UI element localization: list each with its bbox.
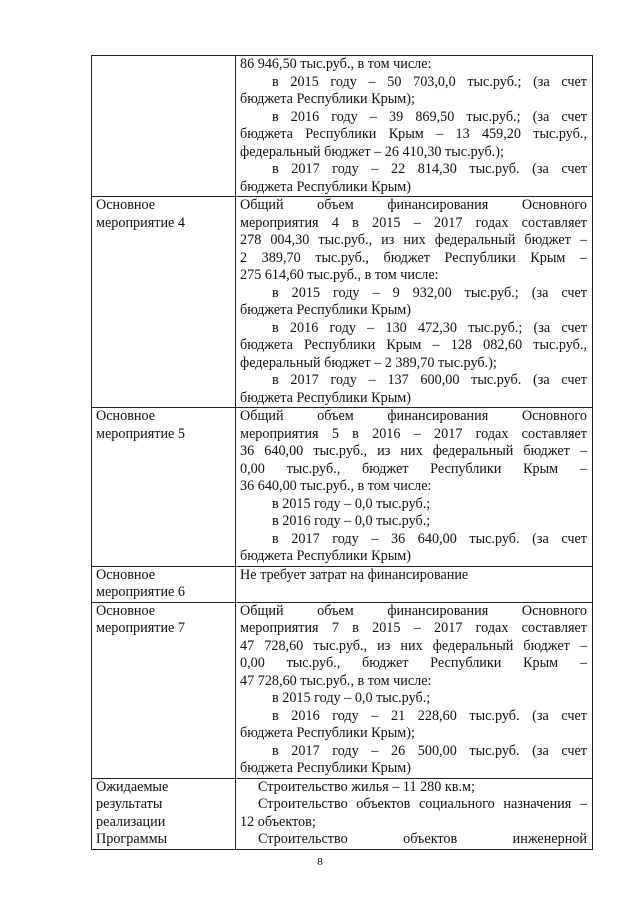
content-line: бюджета Республики Крым – 128 082,60 тыс.руб., <box>240 337 587 353</box>
content-line: бюджета Республики Крым) <box>240 548 411 564</box>
row-label-cell <box>92 602 236 778</box>
content-line: в 2017 году – 137 600,00 тыс.руб. (за счет <box>272 372 587 388</box>
content-line: Общий объем финансирования Основного <box>240 602 587 619</box>
row-content-cell <box>236 602 593 778</box>
table-row <box>92 56 593 197</box>
content-line: мероприятия 4 в 2015 – 2017 годах составляет <box>240 214 587 231</box>
content-line: в 2015 году – 9 932,00 тыс.руб.; (за счет <box>272 284 587 301</box>
content-line: федеральный бюджет – 2 389,70 тыс.руб.); <box>240 354 497 371</box>
content-line: в 2015 году – 0,0 тыс.руб.; <box>272 690 431 706</box>
row-content-cell <box>236 56 593 197</box>
table-row <box>92 778 593 849</box>
table-row <box>92 197 593 408</box>
content-line: в 2015 году – 0,0 тыс.руб.; <box>272 495 431 512</box>
content-line: бюджета Республики Крым – 13 459,20 тыс.руб., <box>240 126 587 142</box>
row-content-cell <box>236 197 593 408</box>
content-line: Общий объем финансирования Основного <box>240 408 587 424</box>
content-line: бюджета Республики Крым); <box>240 91 415 107</box>
content-line: Общий объем финансирования Основного <box>240 197 587 213</box>
content-line: 12 объектов; <box>240 813 316 830</box>
content-line: 36 640,00 тыс.руб., в том числе: <box>240 478 432 494</box>
content-line: 278 004,30 тыс.руб., из них федеральный бюджет – <box>240 232 587 248</box>
content-line: 36 640,00 тыс.руб., из них федеральный бюджет – <box>240 443 587 459</box>
content-line: бюджета Республики Крым); <box>240 725 415 741</box>
content-line: в 2016 году – 39 869,50 тыс.руб.; (за счет <box>272 108 587 125</box>
content-line: 47 728,60 тыс.руб., из них федеральный бюджет – <box>240 637 587 654</box>
table-row <box>92 566 593 602</box>
content-line: 47 728,60 тыс.руб., в том числе: <box>240 672 432 689</box>
row-label-cell <box>92 566 236 602</box>
content-line: мероприятия 5 в 2016 – 2017 годах составляет <box>240 425 587 442</box>
row-label: Ожидаемые результаты реализации Программы <box>96 778 169 847</box>
content-line: в 2015 году – 50 703,0,0 тыс.руб.; (за счет <box>272 73 587 90</box>
table-row <box>92 408 593 567</box>
content-line: Строительство объектов инженерной <box>258 831 587 847</box>
content-line: Строительство объектов социального назначения – <box>258 796 587 812</box>
content-line: 86 946,50 тыс.руб., в том числе: <box>240 56 432 72</box>
row-label: Основное мероприятие 7 <box>96 602 185 636</box>
content-line: бюджета Республики Крым) <box>240 178 411 195</box>
row-label: Основное мероприятие 6 <box>96 566 185 600</box>
content-line: Не требует затрат на финансирование <box>240 566 469 583</box>
content-line: 275 614,60 тыс.руб., в том числе: <box>240 267 439 283</box>
content-line: в 2017 году – 36 640,00 тыс.руб. (за счет <box>272 530 587 547</box>
program-financing-table <box>91 55 593 850</box>
content-line: мероприятия 7 в 2015 – 2017 годах составляет <box>240 620 587 636</box>
content-line: в 2016 году – 21 228,60 тыс.руб. (за счет <box>272 707 587 724</box>
content-line: Строительство жилья – 11 280 кв.м; <box>258 778 475 795</box>
content-line: федеральный бюджет – 26 410,30 тыс.руб.); <box>240 143 504 160</box>
row-label-cell <box>92 408 236 567</box>
content-line: бюджета Республики Крым) <box>240 389 411 406</box>
content-line: в 2016 году – 0,0 тыс.руб.; <box>272 513 431 529</box>
content-line: в 2016 году – 130 472,30 тыс.руб.; (за счет <box>272 319 587 336</box>
page-number: 8 <box>317 856 323 868</box>
content-line: бюджета Республики Крым) <box>240 302 411 318</box>
table-row <box>92 602 593 778</box>
row-label-cell <box>92 197 236 408</box>
content-line: 2 389,70 тыс.руб., бюджет Республики Крым – <box>240 249 587 266</box>
row-label: Основное мероприятие 4 <box>96 197 185 231</box>
content-line: в 2017 году – 22 814,30 тыс.руб. (за счет <box>272 161 587 177</box>
content-line: в 2017 году – 26 500,00 тыс.руб. (за счет <box>272 742 587 759</box>
content-line: 0,00 тыс.руб., бюджет Республики Крым – <box>240 655 587 671</box>
row-label-cell <box>92 778 236 849</box>
row-label: Основное мероприятие 5 <box>96 408 185 442</box>
row-content-cell <box>236 408 593 567</box>
row-content-cell <box>236 566 593 602</box>
row-content-cell <box>236 778 593 849</box>
content-line: 0,00 тыс.руб., бюджет Республики Крым – <box>240 460 587 477</box>
content-line: бюджета Республики Крым) <box>240 760 411 776</box>
row-label-cell <box>92 56 236 197</box>
